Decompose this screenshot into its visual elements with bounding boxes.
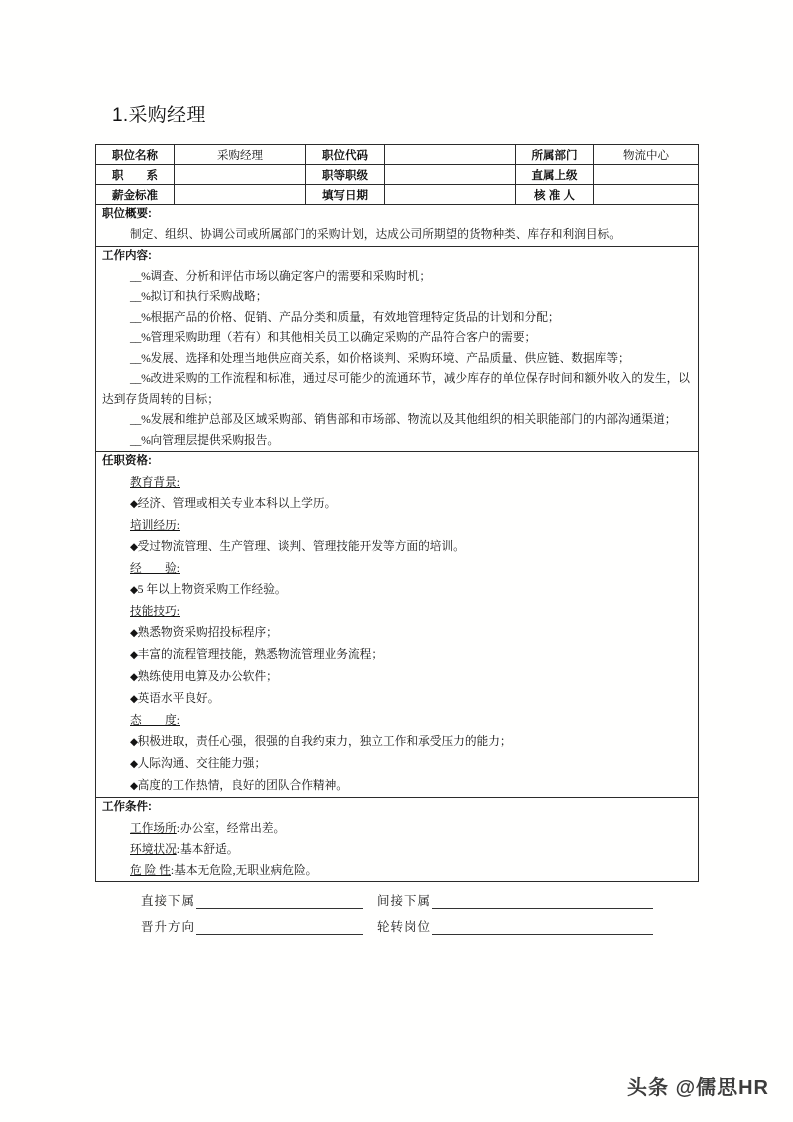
- duty-text: 改进采购的工作流程和标准，通过尽可能少的流通环节，减少库存的单位保存时间和额外收入的发生，以达到存货周转的目标；: [102, 372, 690, 406]
- duty-text: 向管理层提供采购报告。: [150, 433, 280, 447]
- section-row-conditions: [96, 798, 699, 882]
- qualification-item: [96, 688, 698, 710]
- qualification-item: [96, 536, 698, 558]
- duty-marker: __%: [130, 269, 151, 283]
- qualification-subheading: [96, 558, 698, 579]
- section-cell-conditions: [96, 798, 699, 882]
- diamond-bullet-icon: ◆: [130, 650, 138, 661]
- footer-field-blank[interactable]: [196, 895, 363, 909]
- section-title-duties: 工作内容:: [102, 249, 152, 262]
- duty-item: [96, 431, 698, 452]
- qualification-item-text: 熟悉物资采购招投标程序；: [137, 626, 278, 639]
- qualification-item-text: 熟练使用电算及办公软件；: [137, 670, 278, 683]
- section-cell-duties: [96, 246, 699, 452]
- qualification-item: [96, 666, 698, 688]
- duty-text: 调查、分析和评估市场以确定客户的需要和采购时机；: [150, 269, 432, 283]
- footer-fields: [95, 883, 698, 935]
- condition-value: :基本无危险,无职业病危险。: [170, 864, 318, 877]
- duty-text: 发展和维护总部及区域采购部、销售部和市场部、物流以及其他组织的相关职能部门的内部沟通渠道；: [150, 413, 677, 426]
- table-row: [96, 185, 699, 205]
- duty-marker: __%: [130, 351, 151, 365]
- table-header-cell: 薪金标准: [96, 185, 175, 205]
- condition-label: 工作场所: [130, 822, 177, 835]
- job-description-table: [95, 144, 699, 882]
- condition-label: 环境状况: [130, 843, 177, 856]
- footer-field: [95, 891, 363, 909]
- table-value-cell[interactable]: [385, 185, 516, 205]
- qualification-item: [96, 731, 698, 753]
- table-header-cell: 所属部门: [516, 145, 594, 165]
- duty-item: [96, 369, 698, 410]
- section-cell-summary: [96, 205, 699, 247]
- qualification-item-text: 高度的工作热情，良好的团队合作精神。: [137, 779, 348, 792]
- duty-marker: __%: [130, 310, 151, 324]
- footer-field-label: 轮转岗位: [377, 920, 432, 934]
- table-value-cell[interactable]: [175, 165, 306, 185]
- duty-item: [96, 328, 698, 349]
- qualification-item: [96, 753, 698, 775]
- qualification-subheading-text: 技能技巧:: [130, 605, 180, 618]
- duty-marker: __%: [130, 290, 151, 303]
- duty-item: [96, 349, 698, 370]
- qualification-item-text: 英语水平良好。: [137, 692, 220, 705]
- table-header-cell: 职 系: [96, 165, 175, 185]
- section-row-duties: [96, 246, 699, 452]
- qualification-item: [96, 493, 698, 515]
- footer-field-row: [95, 909, 698, 935]
- footer-field-blank[interactable]: [432, 921, 653, 935]
- qualification-item: [96, 775, 698, 797]
- duties-list: [96, 267, 698, 452]
- footer-field: [363, 917, 653, 935]
- duty-item: [96, 308, 698, 329]
- qualification-groups: [96, 472, 698, 797]
- diamond-bullet-icon: ◆: [130, 542, 138, 553]
- qualification-item: [96, 644, 698, 666]
- qualification-item-text: 5 年以上物资采购工作经验。: [137, 583, 287, 596]
- footer-field-label: 晋升方向: [141, 920, 196, 934]
- qualification-subheading-text: 经 验:: [130, 562, 180, 575]
- diamond-bullet-icon: ◆: [130, 781, 138, 792]
- table-header-cell: 职等职级: [306, 165, 385, 185]
- page-title: 1.采购经理: [112, 105, 206, 126]
- duty-item: [96, 410, 698, 431]
- duty-text: 拟订和执行采购战略；: [150, 290, 268, 303]
- qualification-item-text: 人际沟通、交往能力强；: [137, 757, 267, 770]
- table-header-cell: 职位名称: [96, 145, 175, 165]
- duty-marker: __%: [130, 413, 151, 426]
- diamond-bullet-icon: ◆: [130, 499, 138, 510]
- diamond-bullet-icon: ◆: [130, 694, 138, 705]
- table-value-cell[interactable]: [385, 165, 516, 185]
- sections-body: [96, 205, 699, 882]
- section-row-summary: [96, 205, 699, 247]
- qualification-subheading: [96, 472, 698, 493]
- section-cell-qualifications: [96, 452, 699, 798]
- table-value-cell[interactable]: [594, 165, 699, 185]
- diamond-bullet-icon: ◆: [130, 628, 138, 639]
- duty-text: 发展、选择和处理当地供应商关系，如价格谈判、采购环境、产品质量、供应链、数据库等；: [150, 351, 630, 365]
- qualification-item-text: 经济、管理或相关专业本科以上学历。: [137, 497, 337, 510]
- qualification-item-text: 积极进取，责任心强，很强的自我约束力，独立工作和承受压力的能力；: [137, 735, 512, 748]
- qualification-subheading: [96, 515, 698, 536]
- condition-label: 危 险 性: [130, 864, 171, 877]
- condition-line: [96, 860, 698, 881]
- condition-value: :办公室，经常出差。: [176, 822, 286, 835]
- duty-item: [96, 267, 698, 288]
- table-value-cell[interactable]: [175, 185, 306, 205]
- info-table-body: [96, 145, 699, 205]
- footer-field-blank[interactable]: [432, 895, 653, 909]
- diamond-bullet-icon: ◆: [130, 737, 138, 748]
- qualification-item-text: 受过物流管理、生产管理、谈判、管理技能开发等方面的培训。: [137, 540, 465, 553]
- watermark-label: 头条 @儒思HR: [627, 1077, 769, 1099]
- condition-lines: [96, 818, 698, 881]
- footer-field: [95, 917, 363, 935]
- qualification-item: [96, 579, 698, 601]
- table-header-cell: 核 准 人: [516, 185, 594, 205]
- footer-field: [363, 891, 653, 909]
- qualification-subheading: [96, 601, 698, 622]
- duty-marker: __%: [130, 331, 151, 344]
- duty-marker: __%: [130, 372, 151, 385]
- diamond-bullet-icon: ◆: [130, 672, 138, 683]
- condition-line: [96, 818, 698, 839]
- duty-text: 管理采购助理（若有）和其他相关员工以确定采购的产品符合客户的需要；: [150, 331, 537, 344]
- qualification-item: [96, 622, 698, 644]
- qualification-subheading-text: 教育背景:: [130, 476, 180, 489]
- table-value-cell[interactable]: 物流中心: [594, 145, 699, 165]
- summary-paragraph: 制定、组织、协调公司或所属部门的采购计划，达成公司所期望的货物种类、库存和利润目标。: [130, 228, 621, 241]
- qualification-subheading-text: 态 度:: [130, 714, 180, 727]
- qualification-subheading: [96, 710, 698, 731]
- section-title-qualifications: 任职资格:: [102, 455, 152, 467]
- duty-marker: __%: [130, 433, 151, 447]
- condition-value: :基本舒适。: [176, 843, 239, 856]
- diamond-bullet-icon: ◆: [130, 759, 138, 770]
- section-title-conditions: 工作条件:: [102, 801, 152, 813]
- section-row-qualifications: [96, 452, 699, 798]
- table-row: [96, 145, 699, 165]
- qualification-subheading-text: 培训经历:: [130, 519, 180, 532]
- condition-line: [96, 839, 698, 860]
- table-value-cell[interactable]: [385, 145, 516, 165]
- footer-field-label: 间接下属: [377, 894, 432, 908]
- table-value-cell[interactable]: [594, 185, 699, 205]
- qualification-item-text: 丰富的流程管理技能，熟悉物流管理业务流程；: [137, 648, 384, 661]
- table-value-cell[interactable]: 采购经理: [175, 145, 306, 165]
- duty-text: 根据产品的价格、促销、产品分类和质量，有效地管理特定货品的计划和分配；: [150, 310, 560, 324]
- section-title-summary: 职位概要:: [102, 208, 152, 220]
- diamond-bullet-icon: ◆: [130, 585, 138, 596]
- table-header-cell: 职位代码: [306, 145, 385, 165]
- footer-field-label: 直接下属: [141, 894, 196, 908]
- table-header-cell: 填写日期: [306, 185, 385, 205]
- duty-item: [96, 287, 698, 308]
- table-row: [96, 165, 699, 185]
- table-header-cell: 直属上级: [516, 165, 594, 185]
- footer-field-blank[interactable]: [196, 921, 363, 935]
- footer-field-row: [95, 883, 698, 909]
